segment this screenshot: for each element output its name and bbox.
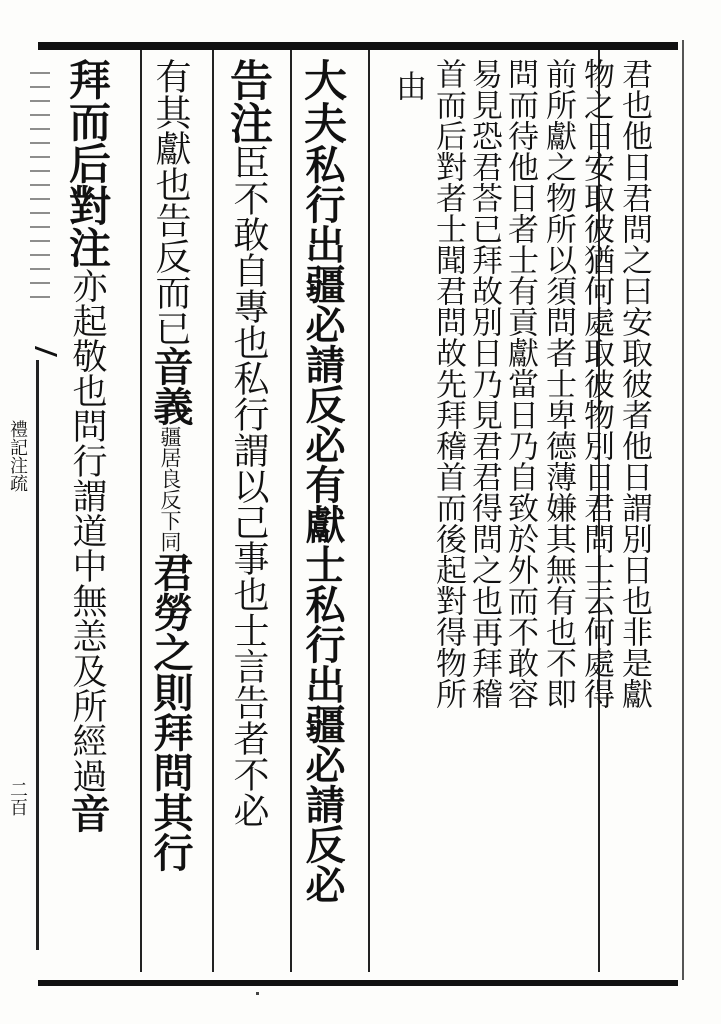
text-column — [63, 58, 112, 833]
margin-page-number: 二百 — [7, 780, 28, 816]
ink-speck — [256, 992, 259, 995]
annotation-sub: 反下同 — [158, 489, 182, 552]
text-column: 問而待他日者士有貢獻當日乃自致於外而不敢容 — [502, 58, 538, 709]
commentary-text: 臣不敢自專也私行謂以己事也士言告者不必 — [228, 144, 269, 828]
column-divider — [290, 50, 292, 972]
text-column: 由 — [390, 70, 426, 101]
text-column: 易見恐君荅已拜故別日乃見君君得問之也再拜稽 — [466, 58, 502, 709]
text-column — [223, 58, 273, 828]
text-column: 前所獻之物所以須問者士卑德薄嫌其無有也不即 — [540, 58, 576, 709]
margin-book-title: 禮記注疏 — [7, 420, 28, 492]
column-divider — [140, 50, 142, 972]
commentary-text: 有其獻也告反而已 — [150, 58, 191, 346]
margin-strip — [30, 60, 50, 310]
right-edge-line — [682, 40, 684, 980]
column-divider — [212, 50, 214, 972]
section-label: 音 — [64, 793, 111, 833]
section-label: 音義 — [147, 346, 194, 426]
classic-text: 私行出疆必請反必有獻士私行出疆必請反必 — [299, 144, 346, 904]
text-column: 物之日安取彼猶何處取彼物別日君問士云何處得 — [578, 58, 614, 709]
classic-text: 君勞之則拜問其行 — [147, 552, 194, 872]
text-column — [147, 58, 194, 872]
inner-margin-line — [36, 360, 39, 950]
classic-text: 大夫 — [297, 58, 347, 144]
fold-mark — [35, 306, 57, 357]
text-column: 君也他日君問之曰安取彼者他日謂別日也非是獻 — [616, 58, 652, 709]
text-column: 首而后對者士聞君問故先拜稽首而後起對得物所 — [430, 58, 466, 709]
classic-text: 告注 — [223, 58, 273, 144]
annotation-sub: 疆居良 — [158, 426, 182, 489]
column-divider — [368, 50, 370, 972]
classic-text: 拜而后對注 — [63, 58, 112, 268]
text-column — [297, 58, 347, 904]
commentary-text: 亦起敬也問行謂道中無恙及所經過 — [67, 268, 107, 793]
